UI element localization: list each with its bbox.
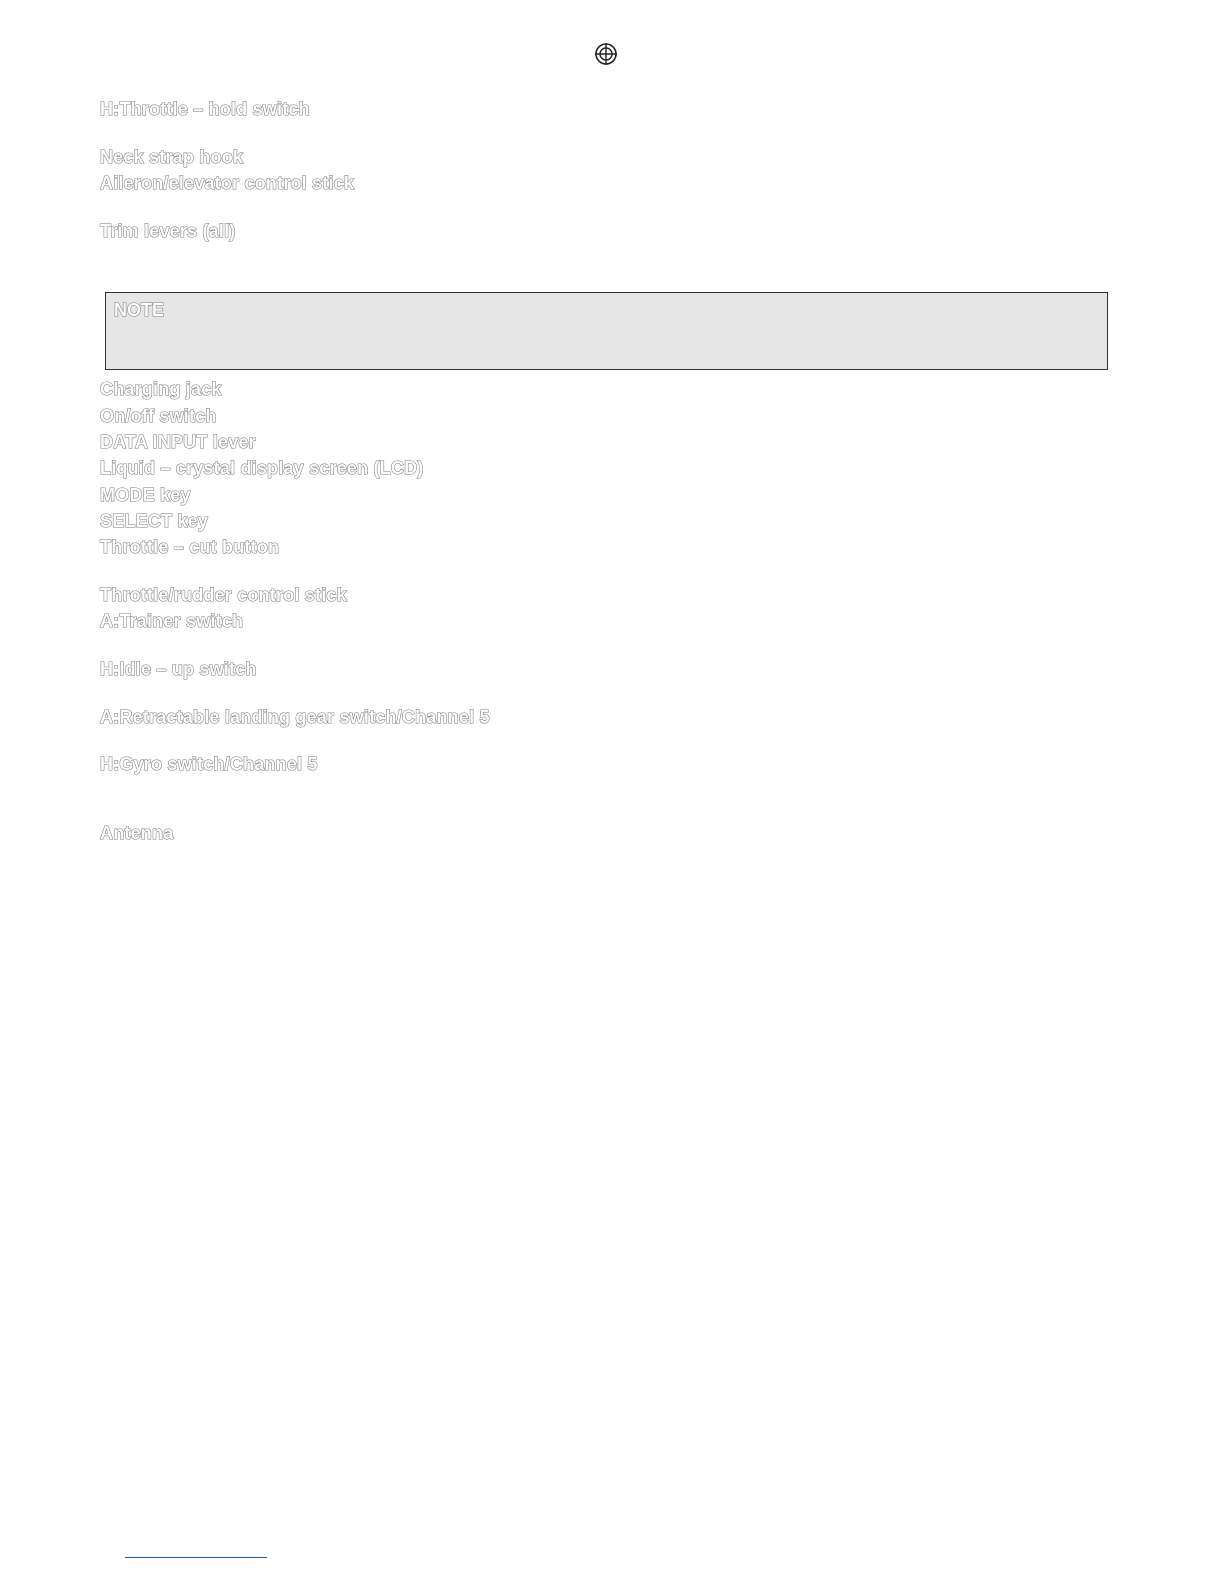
label-antenna: Antenna (100, 823, 174, 843)
note-box (105, 292, 1108, 370)
label-gyro-switch: H:Gyro switch/Channel 5 (100, 754, 318, 774)
label-select-key: SELECT key (100, 511, 209, 531)
note-title: NOTE (114, 300, 165, 320)
label-idle-up-switch: H:Idle – up switch (100, 659, 257, 679)
label-data-input-lever: DATA INPUT lever (100, 432, 256, 452)
label-retractable-gear-switch: A:Retractable landing gear switch/Channel 5 (100, 707, 490, 727)
label-throttle-rudder-stick: Throttle/rudder control stick (100, 585, 347, 605)
label-trim-levers: Trim levers (all) (100, 221, 236, 241)
label-trainer-switch: A:Trainer switch (100, 611, 244, 631)
label-on-off-switch: On/off switch (100, 406, 217, 426)
footer-rule (125, 1557, 267, 1558)
label-throttle-cut-button: Throttle – cut button (100, 537, 280, 557)
label-mode-key: MODE key (100, 485, 191, 505)
label-lcd-screen: Liquid – crystal display screen (LCD) (100, 458, 424, 478)
label-aileron-elevator-stick: Aileron/elevator control stick (100, 173, 355, 193)
label-charging-jack: Charging jack (100, 379, 222, 399)
crosshair-registration-icon (594, 42, 618, 66)
label-throttle-hold-switch: H:Throttle – hold switch (100, 99, 310, 119)
label-neck-strap-hook: Neck strap hook (100, 147, 244, 167)
